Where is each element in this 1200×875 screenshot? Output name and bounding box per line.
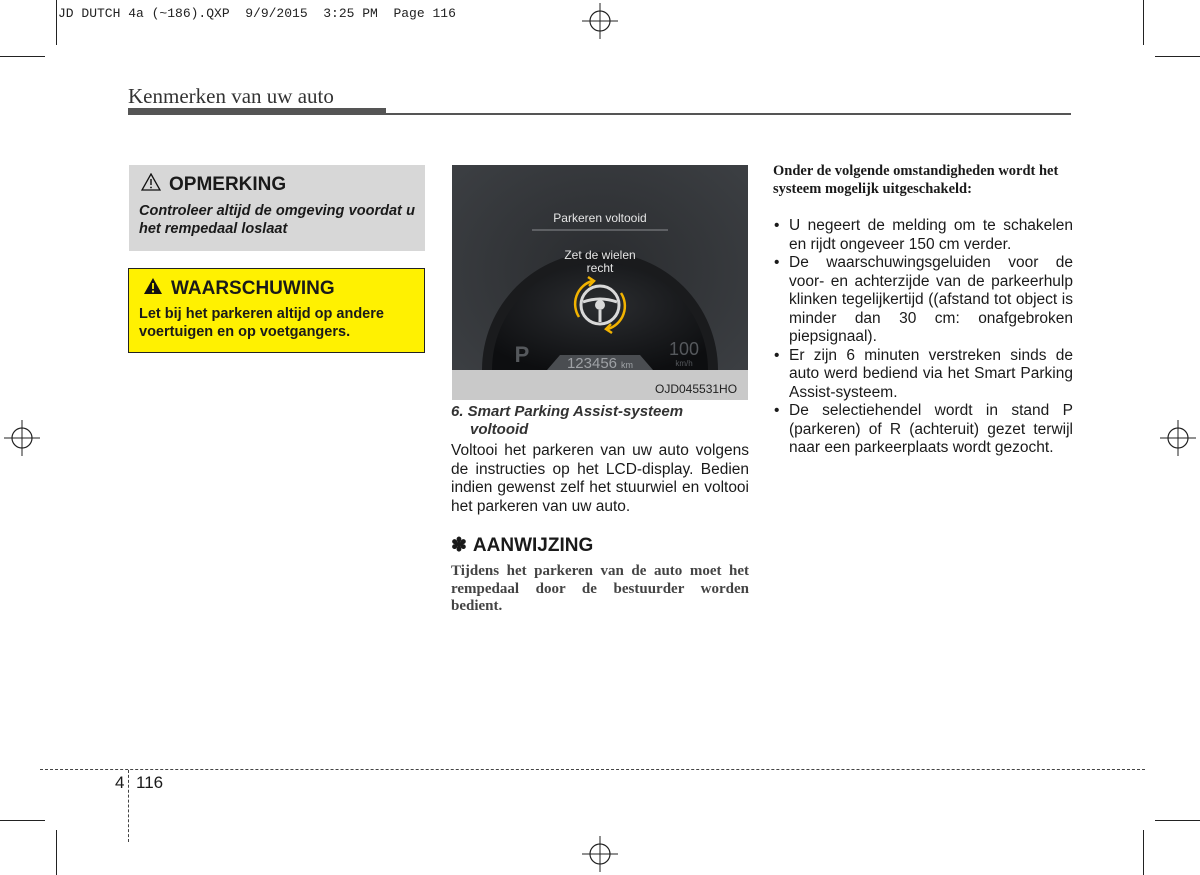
note-body: Controleer altijd de omgeving voordat u het rempedaal loslaat	[139, 203, 415, 237]
chapter-number: 4	[115, 773, 125, 792]
note-box	[129, 165, 425, 251]
asterisk-icon: ✽	[451, 535, 467, 556]
caption-line1: 6. Smart Parking Assist-systeem	[451, 403, 684, 420]
gear-indicator: P	[514, 342, 530, 367]
warning-triangle-outline-icon	[141, 173, 161, 197]
crop-mark	[56, 0, 57, 45]
crop-mark	[0, 56, 45, 57]
warning-title: WAARSCHUWING	[171, 278, 335, 299]
print-slug: JD DUTCH 4a (~186).QXP 9/9/2015 3:25 PM Page 116	[58, 6, 456, 21]
list-item: • De selectiehendel wordt in stand P (parkeren) of R (achteruit) gezet terwijl naar een parkeerplaats wordt gezocht.	[773, 402, 1073, 458]
crop-mark	[1143, 0, 1144, 45]
odometer-value: 123456	[566, 355, 618, 372]
list-item: • De waarschuwingsgeluiden voor de voor- en achterzijde van de parkeerhulp klinken tegelijkertijd ((afstand tot object is minder dan 30 cm: onafgebroken piepsignaal).	[773, 254, 1073, 347]
crop-mark	[1155, 56, 1200, 57]
note-heading	[141, 173, 415, 197]
cluster-display-figure	[452, 165, 748, 400]
crop-mark	[1143, 830, 1144, 875]
conditions-heading: Onder de volgende omstandigheden wordt het systeem mogelijk uitgeschakeld:	[773, 163, 1059, 197]
list-item: • U negeert de melding om te schakelen en rijdt ongeveer 150 cm verder.	[773, 217, 1073, 254]
conditions-list	[773, 217, 1073, 458]
figure-code: OJD045531HO	[655, 382, 738, 396]
warning-heading	[143, 277, 414, 301]
speed-unit: km/h	[675, 359, 693, 368]
header-rule-thick	[128, 108, 386, 115]
odometer-unit: km	[621, 360, 633, 370]
header-rule-thin	[386, 113, 1071, 115]
page-number: 116	[136, 773, 164, 792]
screen-title: Parkeren voltooid	[553, 211, 647, 225]
warning-body: Let bij het parkeren altijd op andere voertuigen en op voetgangers.	[139, 306, 384, 340]
figure-caption	[451, 403, 749, 439]
speed-value: 100	[668, 339, 700, 359]
registration-mark-icon	[4, 420, 40, 456]
crop-mark	[56, 830, 57, 875]
list-item: • Er zijn 6 minuten verstreken sinds de auto werd bediend via het Smart Parking Assist-systeem.	[773, 347, 1073, 403]
note-title: OPMERKING	[169, 174, 287, 195]
screen-message-line1: Zet de wielen	[564, 248, 636, 262]
hint-title: AANWIJZING	[472, 534, 594, 556]
screen-message-line2: recht	[586, 261, 614, 275]
hint-heading	[451, 534, 593, 557]
running-title: Kenmerken van uw auto	[128, 84, 334, 108]
crop-mark	[0, 820, 45, 821]
body-paragraph: Voltooi het parkeren van uw auto volgens de instructies op het LCD-display. Bedien indien gewenst zelf het stuurwiel en voltooi het parkeren van uw auto.	[451, 442, 749, 515]
crop-mark	[1155, 820, 1200, 821]
hint-body: Tijdens het parkeren van de auto moet het rempedaal door de bestuurder worden bedient.	[451, 563, 749, 614]
footer-rule	[40, 769, 1145, 770]
caption-line2: voltooid	[470, 421, 529, 438]
registration-mark-icon	[1160, 420, 1196, 456]
footer-divider	[128, 770, 129, 842]
warning-triangle-filled-icon	[143, 277, 163, 301]
registration-mark-icon	[582, 3, 618, 39]
warning-box	[128, 268, 425, 353]
registration-mark-icon	[582, 836, 618, 872]
